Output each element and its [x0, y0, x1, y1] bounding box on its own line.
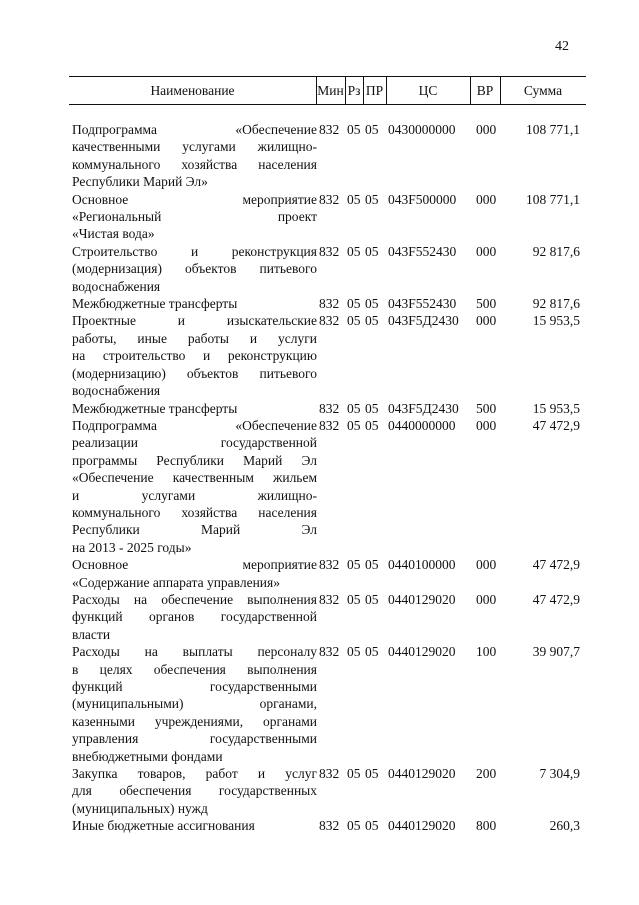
row-name-line: управления государственными: [72, 731, 317, 747]
row-sum: 7 304,9: [539, 766, 580, 782]
row-name-line: Расходы на выплаты персоналу: [72, 644, 317, 660]
table-row: [0, 191, 639, 243]
row-name-line: Основное мероприятие: [72, 191, 317, 207]
row-vr: 800: [476, 818, 497, 834]
row-name-line: Иные бюджетные ассигнования: [72, 818, 255, 834]
row-name-line: в целях обеспечения выполнения: [72, 661, 317, 677]
table-row: [0, 295, 639, 312]
row-name-line: «Обеспечение качественным жильем: [72, 470, 317, 486]
row-min: 832: [319, 644, 340, 660]
row-name-line: работы, иные работы и услуги: [72, 330, 317, 346]
row-name-line: функций государственными: [72, 679, 317, 694]
row-name-line: функций органов государственной: [72, 609, 317, 625]
row-min: 832: [319, 122, 340, 137]
page-number: 42: [555, 39, 569, 54]
row-name-line: реализации государственной: [72, 435, 317, 451]
row-name: [72, 556, 317, 591]
row-name-line: коммунального хозяйства населения: [72, 504, 317, 520]
row-rz: 05: [347, 122, 361, 137]
row-sum: 92 817,6: [532, 296, 580, 312]
row-name-line: власти: [72, 626, 111, 642]
row-rz: 05: [347, 818, 361, 834]
row-name-line: Межбюджетные трансферты: [72, 296, 238, 312]
row-name: [72, 591, 317, 643]
header-vr: ВР: [476, 83, 494, 98]
row-name-line: Расходы на обеспечение выполнения: [72, 591, 317, 607]
row-name-line: водоснабжения: [72, 278, 161, 294]
row-min: 832: [319, 400, 340, 416]
row-pr: 05: [365, 296, 379, 312]
row-rz: 05: [347, 417, 361, 433]
row-name: [72, 295, 317, 312]
row-rz: 05: [347, 243, 361, 259]
row-name-line: внебюджетными фондами: [72, 748, 223, 764]
row-name-line: Основное мероприятие: [72, 557, 317, 573]
header-cs: ЦС: [418, 83, 438, 98]
row-name-line: и услугами жилищно-: [72, 487, 317, 503]
table-row: [0, 312, 639, 399]
row-name-line: Подпрограмма «Обеспечение: [72, 417, 317, 433]
row-pr: 05: [365, 591, 379, 607]
row-cs: 0440129020: [388, 591, 456, 607]
row-name-line: на 2013 - 2025 годы»: [72, 539, 192, 555]
header-sum: Сумма: [523, 83, 563, 98]
row-vr: 500: [476, 296, 497, 312]
row-rz: 05: [347, 313, 361, 329]
row-min: 832: [319, 417, 340, 433]
table-row: [0, 400, 639, 417]
row-name-line: (модернизация) объектов питьевого: [72, 261, 317, 277]
header-pr: ПР: [365, 83, 384, 98]
row-rz: 05: [347, 557, 361, 573]
row-pr: 05: [365, 818, 379, 834]
row-name-line: для обеспечения государственных: [72, 783, 317, 799]
row-pr: 05: [365, 557, 379, 573]
row-name: [72, 121, 317, 191]
row-cs: 0440000000: [388, 417, 456, 433]
row-name-line: Проектные и изыскательские: [72, 313, 317, 329]
row-pr: 05: [365, 417, 379, 433]
row-name-line: Закупка товаров, работ и услуг: [72, 766, 317, 782]
row-name-line: «Содержание аппарата управления»: [72, 574, 280, 590]
row-rz: 05: [347, 191, 361, 207]
header-name: Наименование: [150, 83, 235, 98]
row-name-line: (муниципальными) органами,: [72, 696, 317, 712]
row-name-line: Республики Марий Эл»: [72, 174, 208, 190]
row-rz: 05: [347, 296, 361, 312]
row-name-line: «Региональный проект: [72, 209, 317, 225]
row-pr: 05: [365, 400, 379, 416]
row-name: [72, 243, 317, 295]
row-sum: 47 472,9: [532, 417, 580, 433]
row-name-line: Межбюджетные трансферты: [72, 400, 238, 416]
row-rz: 05: [347, 766, 361, 782]
row-rz: 05: [347, 591, 361, 607]
row-name-line: «Чистая вода»: [72, 226, 155, 242]
row-name: [72, 312, 317, 399]
row-vr: 000: [476, 417, 497, 433]
row-name-line: (муниципальных) нужд: [72, 800, 208, 816]
row-min: 832: [319, 243, 340, 259]
row-pr: 05: [365, 191, 379, 207]
row-vr: 200: [476, 766, 497, 782]
row-cs: 0430000000: [388, 122, 456, 137]
row-sum: 15 953,5: [532, 400, 580, 416]
row-min: 832: [319, 191, 340, 207]
row-name-line: Республики Марий Эл: [72, 522, 317, 538]
row-name-line: на строительство и реконструкцию: [72, 348, 317, 364]
row-vr: 000: [476, 191, 497, 207]
table-body: [0, 121, 639, 835]
table-row: [0, 121, 639, 191]
header-min: Мин: [317, 83, 344, 98]
row-sum: 47 472,9: [532, 557, 580, 573]
row-sum: 260,3: [549, 818, 580, 834]
row-cs: 0440129020: [388, 818, 456, 834]
row-min: 832: [319, 557, 340, 573]
row-min: 832: [319, 296, 340, 312]
row-min: 832: [319, 313, 340, 329]
row-name-line: казенными учреждениями, органами: [72, 713, 317, 729]
row-vr: 000: [476, 557, 497, 573]
row-vr: 000: [476, 122, 497, 137]
row-name-line: Подпрограмма «Обеспечение: [72, 122, 317, 137]
row-cs: 043F5Д2430: [388, 400, 459, 416]
row-vr: 000: [476, 243, 497, 259]
row-cs: 043F552430: [388, 243, 457, 259]
row-name-line: качественными услугами жилищно-: [72, 139, 317, 155]
row-rz: 05: [347, 644, 361, 660]
row-name: [72, 817, 317, 834]
row-pr: 05: [365, 766, 379, 782]
row-cs: 0440100000: [388, 557, 456, 573]
table-row: [0, 417, 639, 556]
row-name-line: программы Республики Марий Эл: [72, 452, 317, 468]
row-name: [72, 191, 317, 243]
row-cs: 0440129020: [388, 766, 456, 782]
table-row: [0, 591, 639, 643]
table-row: [0, 817, 639, 834]
row-name-line: (модернизацию) объектов питьевого: [72, 365, 317, 381]
table-row: [0, 765, 639, 817]
row-cs: 0440129020: [388, 644, 456, 660]
row-name: [72, 643, 317, 765]
row-vr: 000: [476, 591, 497, 607]
row-sum: 47 472,9: [532, 591, 580, 607]
row-name-line: коммунального хозяйства населения: [72, 156, 317, 172]
row-sum: 108 771,1: [526, 122, 580, 137]
row-sum: 92 817,6: [532, 243, 580, 259]
row-sum: 108 771,1: [526, 191, 580, 207]
row-min: 832: [319, 818, 340, 834]
row-sum: 15 953,5: [532, 313, 580, 329]
row-vr: 100: [476, 644, 497, 660]
row-name: [72, 400, 317, 417]
row-min: 832: [319, 766, 340, 782]
row-name: [72, 765, 317, 817]
row-name-line: Строительство и реконструкция: [72, 243, 317, 259]
header-rz: Рз: [347, 83, 361, 98]
row-pr: 05: [365, 644, 379, 660]
row-name: [72, 417, 317, 556]
row-pr: 05: [365, 122, 379, 137]
table-row: [0, 643, 639, 765]
row-pr: 05: [365, 313, 379, 329]
row-vr: 000: [476, 313, 497, 329]
row-min: 832: [319, 591, 340, 607]
header-bottom-rule: [69, 104, 586, 105]
table-row: [0, 556, 639, 591]
row-rz: 05: [347, 400, 361, 416]
row-vr: 500: [476, 400, 497, 416]
row-cs: 043F500000: [388, 191, 457, 207]
row-cs: 043F5Д2430: [388, 313, 459, 329]
row-pr: 05: [365, 243, 379, 259]
row-name-line: водоснабжения: [72, 383, 161, 399]
row-cs: 043F552430: [388, 296, 457, 312]
table-row: [0, 243, 639, 295]
row-sum: 39 907,7: [532, 644, 580, 660]
header-top-rule: [69, 76, 586, 77]
